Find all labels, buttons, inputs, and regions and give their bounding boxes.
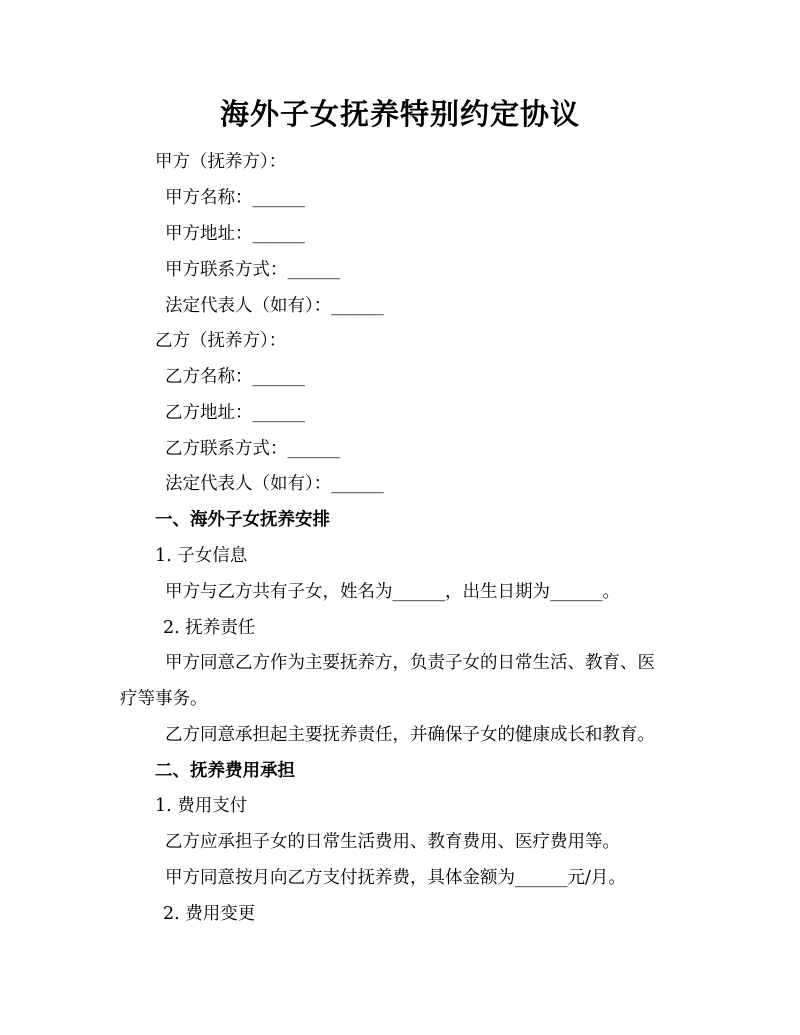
section-1-item-2-text-line-2: 疗等事务。 xyxy=(120,689,208,709)
party-b-legal-rep: 法定代表人（如有）：______ xyxy=(165,474,384,494)
section-1-item-2-heading: 2. 抚养责任 xyxy=(163,618,256,638)
section-1-item-1-heading: 1. 子女信息 xyxy=(155,546,248,566)
document-title: 海外子女抚养特别约定协议 xyxy=(219,97,580,131)
section-2-item-1-text-1: 乙方应承担子女的日常生活费用、教育费用、医疗费用等。 xyxy=(165,832,620,852)
section-2-heading: 二、抚养费用承担 xyxy=(155,761,295,781)
section-2-item-2-heading: 2. 费用变更 xyxy=(163,904,256,924)
party-a-name: 甲方名称：______ xyxy=(165,188,305,208)
party-b-heading: 乙方（抚养方）： xyxy=(155,331,287,351)
party-a-heading: 甲方（抚养方）： xyxy=(155,152,287,172)
party-b-address: 乙方地址：______ xyxy=(165,403,305,423)
section-1-heading: 一、海外子女抚养安排 xyxy=(155,510,330,530)
section-2-item-1-heading: 1. 费用支付 xyxy=(155,796,248,816)
section-1-item-2-text-2: 乙方同意承担起主要抚养责任，并确保子女的健康成长和教育。 xyxy=(165,725,655,745)
party-a-contact: 甲方联系方式：______ xyxy=(165,260,340,280)
party-a-address: 甲方地址：______ xyxy=(165,224,305,244)
section-1-item-1-text: 甲方与乙方共有子女，姓名为______，出生日期为______。 xyxy=(165,582,620,602)
party-b-contact: 乙方联系方式：______ xyxy=(165,439,340,459)
party-b-name: 乙方名称：______ xyxy=(165,367,305,387)
party-a-legal-rep: 法定代表人（如有）：______ xyxy=(165,296,384,316)
section-2-item-1-text-2: 甲方同意按月向乙方支付抚养费，具体金额为______元/月。 xyxy=(165,868,626,888)
section-1-item-2-text-line-1: 甲方同意乙方作为主要抚养方，负责子女的日常生活、教育、医 xyxy=(165,653,655,673)
